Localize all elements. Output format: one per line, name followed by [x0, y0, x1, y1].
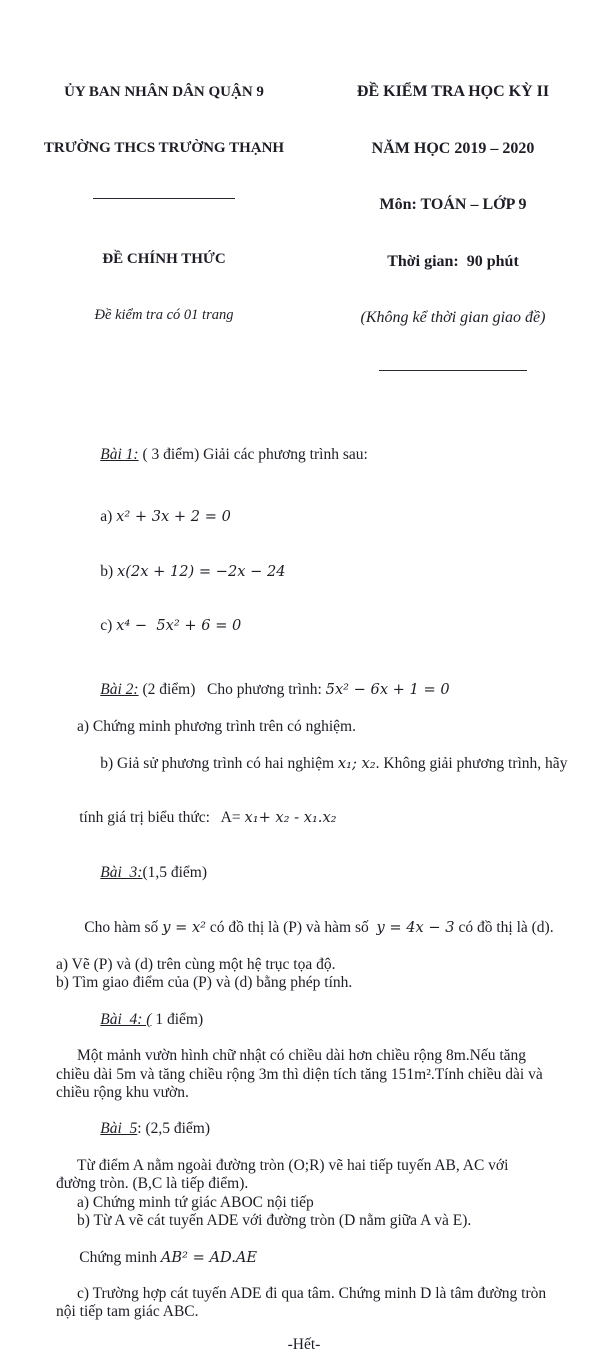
exam-body [0, 407, 608, 1354]
b1-item-a-prefix: a) [100, 508, 116, 525]
page-count-note: Đề kiểm tra có 01 trang [28, 305, 300, 325]
b3-intro-text-2: có đồ thị là (P) và hàm số [206, 919, 376, 936]
b1-item-a [56, 489, 596, 544]
b1-label: Bài 1: [100, 446, 138, 463]
b5-item-c-line2: nội tiếp tam giác ABC. [56, 1303, 596, 1321]
exam-type-label: ĐỀ CHÍNH THỨC [28, 249, 300, 269]
authority-name: ỦY BAN NHÂN DÂN QUẬN 9 [28, 82, 300, 102]
b1-item-c-prefix: c) [100, 617, 116, 634]
b1-item-c [56, 599, 596, 654]
b1-heading [56, 428, 596, 483]
b4-text-line3: chiều rộng khu vườn. [56, 1084, 596, 1102]
b2-item-b-roots: x₁; x₂ [338, 755, 376, 772]
b4-text-line2: chiều dài 5m và tăng chiều rộng 3m thì diện tích tăng 151m².Tính chiều dài và [56, 1066, 596, 1084]
b2-equation: 5x² − 6x + 1 = 0 [326, 681, 450, 698]
b1-item-c-equation: x⁴ − 5x² + 6 = 0 [116, 617, 241, 634]
end-mark: -Hết- [56, 1336, 596, 1354]
b5-item-b: b) Từ A vẽ cát tuyến ADE với đường tròn (D nằm giữa A và E). [56, 1212, 596, 1230]
b4-heading [56, 992, 596, 1047]
b1-item-a-equation: x² + 3x + 2 = 0 [116, 508, 231, 525]
b5-item-b-conclusion [56, 1230, 596, 1285]
b3-label: Bài 3: [100, 864, 142, 881]
exam-title: ĐỀ KIỂM TRA HỌC KỲ II [312, 82, 594, 103]
b4-label: Bài 4: ( [100, 1011, 151, 1028]
header-left-divider [93, 198, 235, 199]
b5-text-line1: Từ điểm A nằm ngoài đường tròn (O;R) vẽ hai tiếp tuyến AB, AC với [56, 1157, 596, 1175]
b1-item-b-equation: x(2x + 12) = −2x − 24 [117, 563, 286, 580]
b2-item-b-line1 [56, 736, 596, 791]
b5-proof-prefix: Chứng minh [79, 1249, 161, 1266]
b2-label: Bài 2: [100, 681, 138, 698]
b3-item-a: a) Vẽ (P) và (d) trên cùng một hệ trục tọa độ. [56, 956, 596, 974]
b2-item-b-text: b) Giả sử phương trình có hai nghiệm [100, 755, 338, 772]
b1-intro: ( 3 điểm) Giải các phương trình sau: [139, 446, 368, 463]
b4-text-line1: Một mảnh vườn hình chữ nhật có chiều dài hơn chiều rộng 8m.Nếu tăng [56, 1047, 596, 1065]
b5-label: Bài 5 [100, 1120, 137, 1137]
b2-intro: (2 điểm) Cho phương trình: [139, 681, 326, 698]
b2-item-a: a) Chứng minh phương trình trên có nghiệm. [56, 718, 596, 736]
school-name: TRƯỜNG THCS TRƯỜNG THẠNH [28, 138, 300, 158]
b3-function-p: y = x² [162, 919, 206, 936]
b2-expression-prefix: tính giá trị biểu thức: A= [79, 809, 244, 826]
b5-text-line2: đường tròn. (B,C là tiếp điểm). [56, 1175, 596, 1193]
subject-line: Môn: TOÁN – LỚP 9 [312, 195, 594, 216]
b1-item-b [56, 544, 596, 599]
b5-item-c-line1: c) Trường hợp cát tuyến ADE đi qua tâm. Chứng minh D là tâm đường tròn [56, 1285, 596, 1303]
b3-points: (1,5 điểm) [142, 864, 207, 881]
b3-intro [56, 901, 596, 956]
b3-function-d: y = 4x − 3 [377, 919, 455, 936]
duration-line: Thời gian: 90 phút [312, 252, 594, 273]
duration-note: (Không kể thời gian giao đề) [312, 308, 594, 329]
b3-intro-text: Cho hàm số [84, 919, 162, 936]
b2-heading [56, 663, 596, 718]
b4-points: 1 điểm) [151, 1011, 203, 1028]
header-right-divider [379, 370, 527, 371]
b5-item-a: a) Chứng minh tứ giác ABOC nội tiếp [56, 1194, 596, 1212]
exam-title-block [300, 46, 594, 407]
issuing-authority-block [28, 46, 300, 407]
b2-item-b-text-2: . Không giải phương trình, hãy [376, 755, 568, 772]
document-header [0, 0, 608, 407]
b3-intro-text-3: có đồ thị là (d). [455, 919, 554, 936]
b3-item-b: b) Tìm giao điểm của (P) và (d) bằng phép tính. [56, 974, 596, 992]
b5-points: : (2,5 điểm) [137, 1120, 210, 1137]
b1-item-b-prefix: b) [100, 563, 117, 580]
b2-item-b-line2 [56, 791, 596, 846]
school-year: NĂM HỌC 2019 – 2020 [312, 139, 594, 160]
b3-heading [56, 846, 596, 901]
b2-expression: x₁+ x₂ - x₁.x₂ [244, 809, 336, 826]
b5-heading [56, 1102, 596, 1157]
b5-proof-equation: AB² = AD.AE [161, 1249, 257, 1266]
